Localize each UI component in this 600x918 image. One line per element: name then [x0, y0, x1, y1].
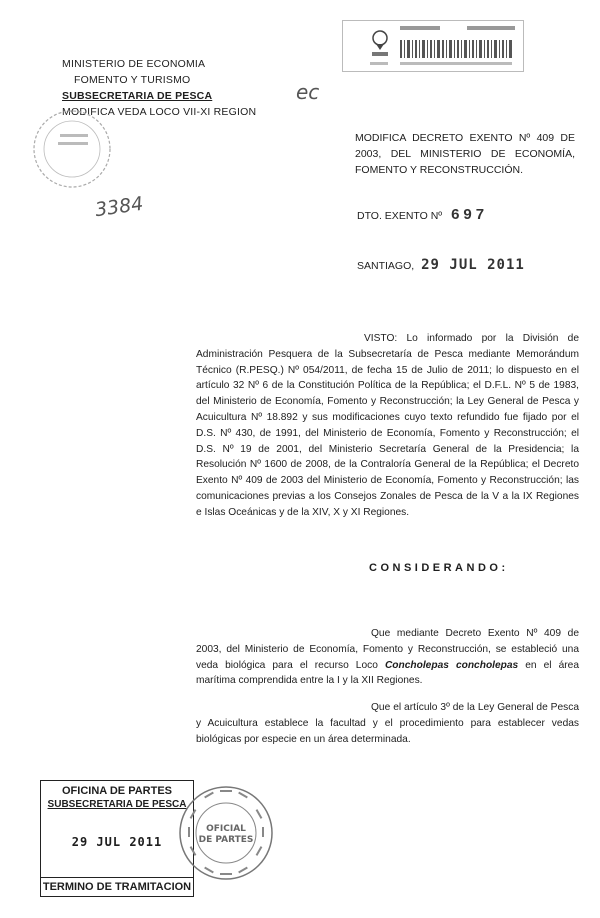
p1-text-before: Que mediante Decreto Exento Nº 409 de 2003, del Ministerio de Economía, Fomento y Reconstrucción, se estableció una veda biológica para el recurso Loco [196, 628, 579, 671]
ministry-line-2: FOMENTO Y TURISMO [74, 74, 191, 86]
decree-label: DTO. EXENTO Nº [357, 210, 443, 222]
stamp-subsecretaria-line: SUBSECRETARIA DE PESCA [47, 799, 187, 810]
stamp-date: 29 JUL 2011 [71, 835, 163, 849]
decree-date: 29 JUL 2011 [421, 257, 525, 273]
considerando-paragraph-2: Que el artículo 3º de la Ley General de Pesca y Acuicultura establece la facultad y el procedimiento para establecer vedas biológicas por especie en un área determinada. [196, 702, 579, 745]
official-seal [176, 783, 276, 883]
seal-center-line-2: DE PARTES [198, 835, 254, 845]
registration-label [342, 20, 524, 72]
stamp-office-line: OFICINA DE PARTES [61, 785, 172, 797]
city: SANTIAGO, [357, 260, 415, 272]
p1-text-after: en el área marítima comprendida entre la I y la XII Regiones. [196, 659, 579, 687]
stamp-footer: TERMINO DE TRAMITACION [41, 877, 193, 896]
seal-center-line-1: OFICIAL [206, 824, 246, 834]
species-name: Concholepas concholepas [384, 659, 519, 671]
handwritten-number: 3384 [93, 192, 145, 222]
visto-paragraph: VISTO: Lo informado por la División de Administración Pesquera de la Subsecretaría de Pesca mediante Memorándum Técnico (R.PESQ.) Nº 054/2011, de fecha 15 de Julio de 2011; lo dispuesto en el artículo 32 Nº 6 de la Constitución Política de la República; el D.F.L. Nº 5 de 1983, del Ministerio de Economía, Fomento y Reconstrucción; la Ley General de Pesca y Acuicultura Nº 18.892 y sus modificaciones cuyo texto refundido fue fijado por el D.S. Nº 430, de 1991, del Ministerio de Economía, Fomento y Reconstrucción; el D.S. Nº 19 de 2001, del Ministerio Secretaría General de la Presidencia; la Resolución Nº 1600 de 2008, de la Contraloría General de la República; el Decreto Exento Nº 409 de 2003 del Ministerio de Economía, Fomento y Reconstrucción; las comunicaciones previas a los Consejos Zonales de Pesca de la V a la IX Regiones e Islas Oceánicas y de la XIV, X y XI Regiones. [196, 333, 579, 518]
subsecretaria-line: SUBSECRETARIA DE PESCA [62, 90, 213, 102]
decree-number: 697 [451, 206, 489, 223]
faint-circular-stamp [22, 104, 122, 194]
place-date-line [357, 257, 525, 273]
oficina-partes-stamp [40, 780, 194, 897]
ministry-line-1: MINISTERIO DE ECONOMIA [62, 58, 206, 70]
reference-line: MODIFICA VEDA LOCO VII-XI REGION [62, 106, 257, 118]
handwritten-initials: ec [296, 80, 320, 104]
decree-subject: MODIFICA DECRETO EXENTO Nº 409 DE 2003, DEL MINISTERIO DE ECONOMÍA, FOMENTO Y RECONSTRUCCIÓN. [355, 132, 575, 176]
decree-number-line [357, 206, 488, 223]
considerando-heading: CONSIDERANDO: [369, 562, 509, 574]
considerando-paragraph-1 [196, 626, 579, 689]
